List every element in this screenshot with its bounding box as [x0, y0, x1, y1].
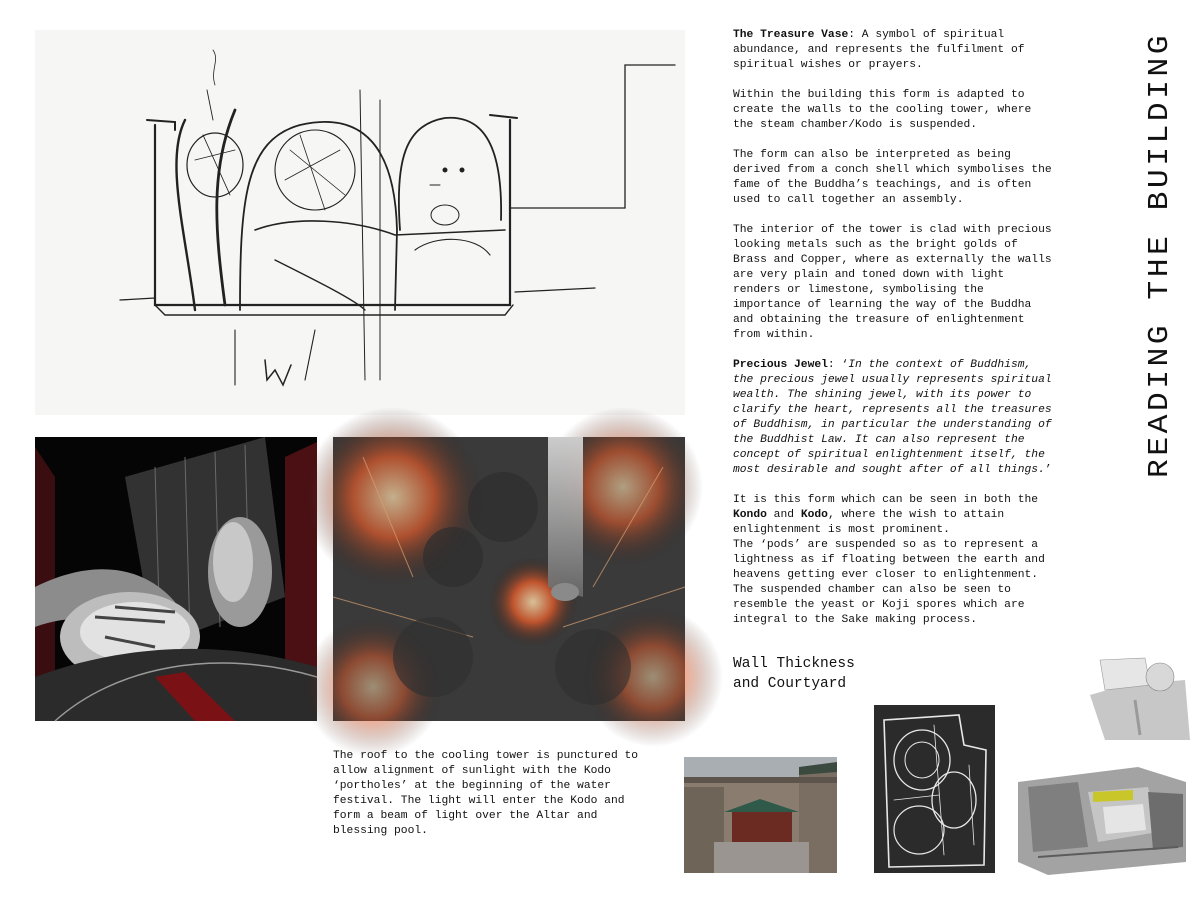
- roof-caption: The roof to the cooling tower is punctured to allow alignment of sunlight with the Kodo ‘portholes’ at the beginning of the water festival. The light will enter the Kodo and form a beam of light over the Altar and blessing pool.: [333, 750, 639, 837]
- kondo-kodo-paragraph: It is this form which can be seen in both the Kondo and Kodo, where the wish to attain enlightenment is most prominent. The ‘pods’ are suspended so as to represent a lightness as if floating between the earth and heavens getting ever closer to enlightenment. The suspended chamber can also be seen to resemble the yeast or Koji spores which are integral to the Sake making process.: [733, 494, 1045, 626]
- precious-jewel-quote: In the context of Buddhism, the precious jewel usually represents spiritual wealth. The shining jewel, with its power to clarify the heart, represents all the treasures of Buddhism, in particular the understanding of the Buddhist Law. It can also represent the concept of spiritual enlightenment itself, the most desirable and sought after of all things.: [733, 359, 1052, 476]
- treasure-vase-paragraph-3: The interior of the tower is clad with precious looking metals such as the bright golds of Brass and Copper, where as externally the walls are very plain and toned down with light renders or limestone, symbolising the importance of learning the way of the Buddha and obtaining the treasure of enlightenment from within.: [733, 224, 1052, 341]
- courtyard-photo: [684, 757, 837, 873]
- plan-drawing: [874, 705, 995, 873]
- page-title: [1140, 30, 1176, 480]
- treasure-vase-paragraph-2: The form can also be interpreted as being derived from a conch shell which symbolises the fame of the Buddha’s teachings, and is often used to call together an assembly.: [733, 149, 1052, 206]
- section-sketch: [35, 30, 685, 415]
- page-title-text: READING THE BUILDING: [1143, 65, 1176, 478]
- precious-jewel-heading: Precious Jewel: [733, 359, 828, 371]
- site-model-small: [1085, 655, 1190, 740]
- kodo-term: Kodo: [800, 509, 828, 521]
- wall-thickness-heading: Wall Thickness and Courtyard: [733, 656, 855, 692]
- treasure-vase-paragraph-1: Within the building this form is adapted to create the walls to the cooling tower, where the steam chamber/Kodo is suspended.: [733, 89, 1032, 131]
- render-kodo-pod: [35, 437, 317, 721]
- description-text: [733, 28, 1078, 628]
- precious-jewel-paragraph: Precious Jewel: ‘In the context of Buddhism, the precious jewel usually represents spiritual wealth. The shining jewel, with its power to clarify the heart, represents all the treasures of Buddhism, in particular the understanding of the Buddhist Law. It can also represent the concept of spiritual enlightenment itself, the most desirable and sought after of all things.’: [733, 359, 1052, 476]
- treasure-vase-heading: The Treasure Vase: [733, 29, 849, 41]
- render-light-beam: [333, 437, 685, 721]
- kondo-term: Kondo: [733, 509, 767, 521]
- building-model-3d: [1018, 752, 1186, 875]
- treasure-vase-intro: The Treasure Vase: A symbol of spiritual abundance, and represents the fulfilment of spiritual wishes or prayers.: [733, 29, 1025, 71]
